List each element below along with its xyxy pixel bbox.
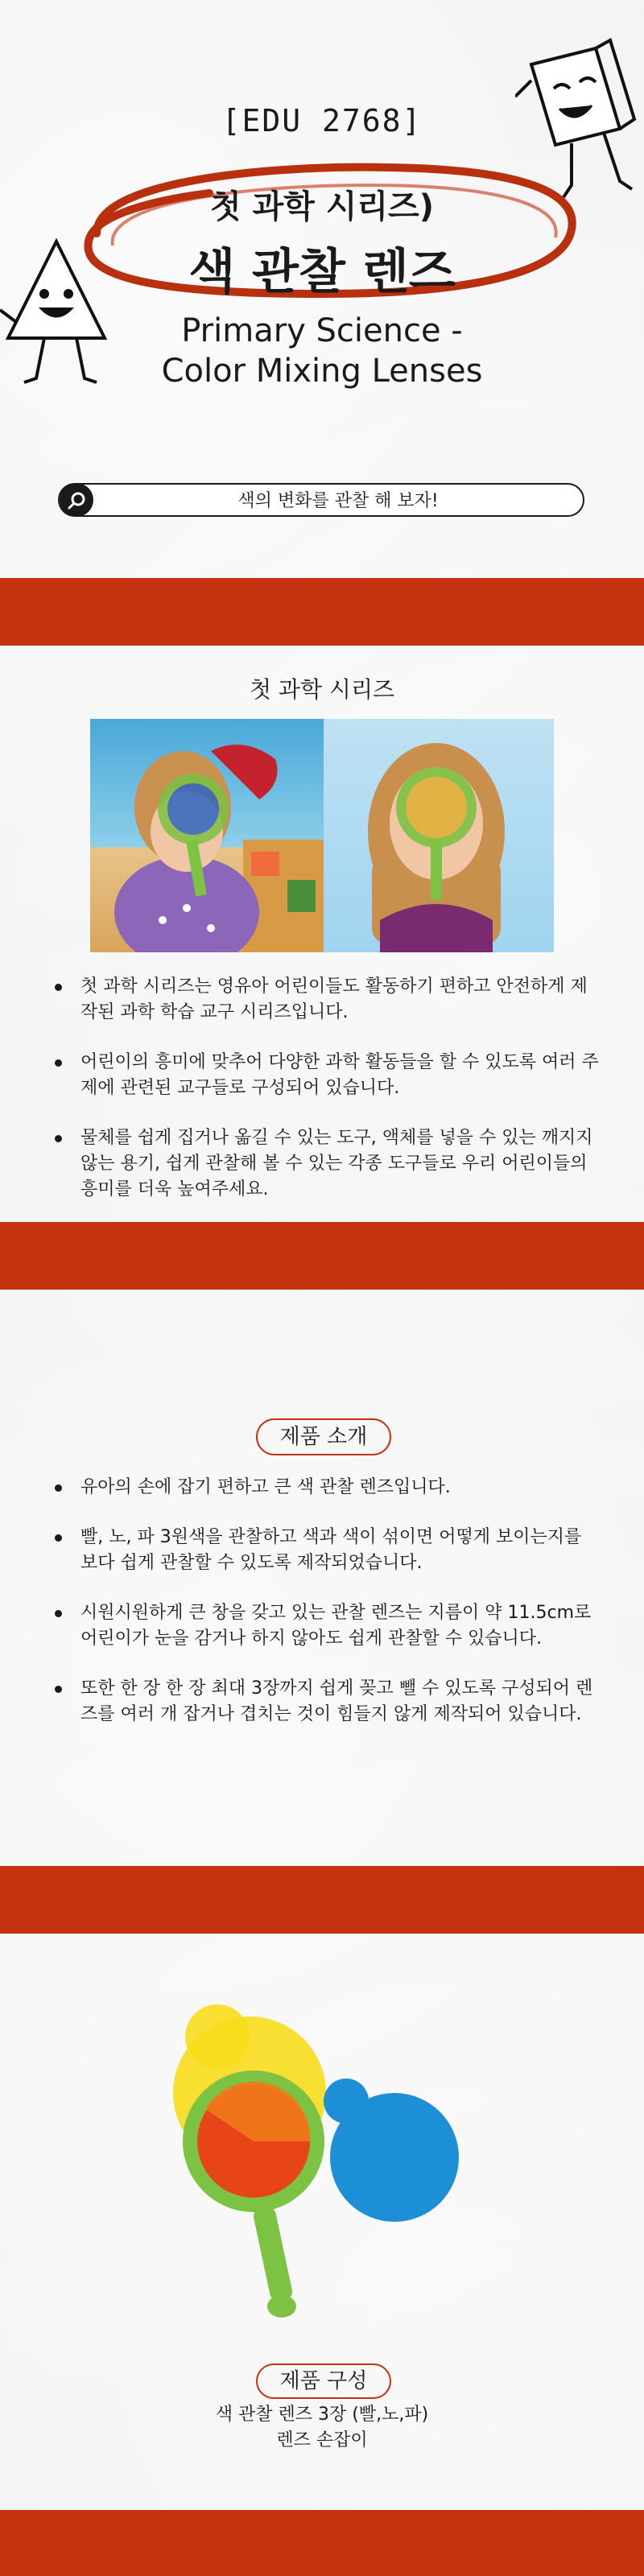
list-item: 또한 한 장 한 장 최대 3장까지 쉽게 꽂고 뺄 수 있도록 구성되어 렌즈를 여러 개 잡거나 겹치는 것이 힘들지 않게 제작되어 있습니다. <box>48 1676 604 1728</box>
red-band-2 <box>0 1222 644 1290</box>
list-item: 시원시원하게 큰 창을 갖고 있는 관찰 렌즈는 지름이 약 11.5cm로 어린이가 눈을 감거나 하지 않아도 쉽게 관찰할 수 있습니다. <box>48 1600 604 1652</box>
photo-girl-magnifier-left <box>90 719 324 952</box>
components-heading-pill: 제품 구성 <box>256 2363 391 2399</box>
intro-heading-pill: 제품 소개 <box>256 1418 391 1455</box>
components-line2: 렌즈 손잡이 <box>276 2430 368 2450</box>
components-line1: 색 관찰 렌즈 3장 (빨,노,파) <box>215 2405 429 2425</box>
list-item: 빨, 노, 파 3원색을 관찰하고 색과 색이 섞이면 어떻게 보이는지를 보다 쉽게 관찰할 수 있도록 제작되었습니다. <box>48 1525 604 1576</box>
red-band-1 <box>0 578 644 646</box>
series-title: 첫 과학 시리즈) <box>210 188 434 225</box>
product-title: 색 관찰 렌즈 <box>188 244 456 300</box>
list-item: 첫 과학 시리즈는 영유아 어린이들도 활동하기 편하고 안전하게 제작된 과학 학습 교구 시리즈입니다. <box>48 974 604 1026</box>
red-band-4 <box>0 2510 644 2576</box>
color-lenses-product-image <box>161 1988 483 2326</box>
series-bullet-list <box>48 974 604 1227</box>
product-code: [EDU 2768] <box>221 103 423 138</box>
list-item: 물체를 쉽게 집거나 옮길 수 있는 도구, 액체를 넣을 수 있는 깨지지 않는 용기, 쉽게 관찰해 볼 수 있는 각종 도구들로 우리 어린이들의 흥미를 더욱 높여주세요. <box>48 1125 604 1203</box>
english-title-line1: Primary Science - <box>181 312 463 349</box>
photo-girl-magnifier-right <box>324 719 554 952</box>
list-item: 유아의 손에 잡기 편하고 큰 색 관찰 렌즈입니다. <box>48 1475 604 1501</box>
list-item: 어린이의 흥미에 맞추어 다양한 과학 활동들을 할 수 있도록 여러 주제에 관련된 교구들로 구성되어 있습니다. <box>48 1050 604 1101</box>
english-title-line2: Color Mixing Lenses <box>161 353 483 390</box>
series-heading: 첫 과학 시리즈 <box>249 676 395 703</box>
intro-bullet-list <box>48 1475 604 1752</box>
search-icon <box>66 489 89 512</box>
search-text: 색의 변화를 관찰 해 보자! <box>237 491 439 511</box>
red-band-3 <box>0 1866 644 1934</box>
